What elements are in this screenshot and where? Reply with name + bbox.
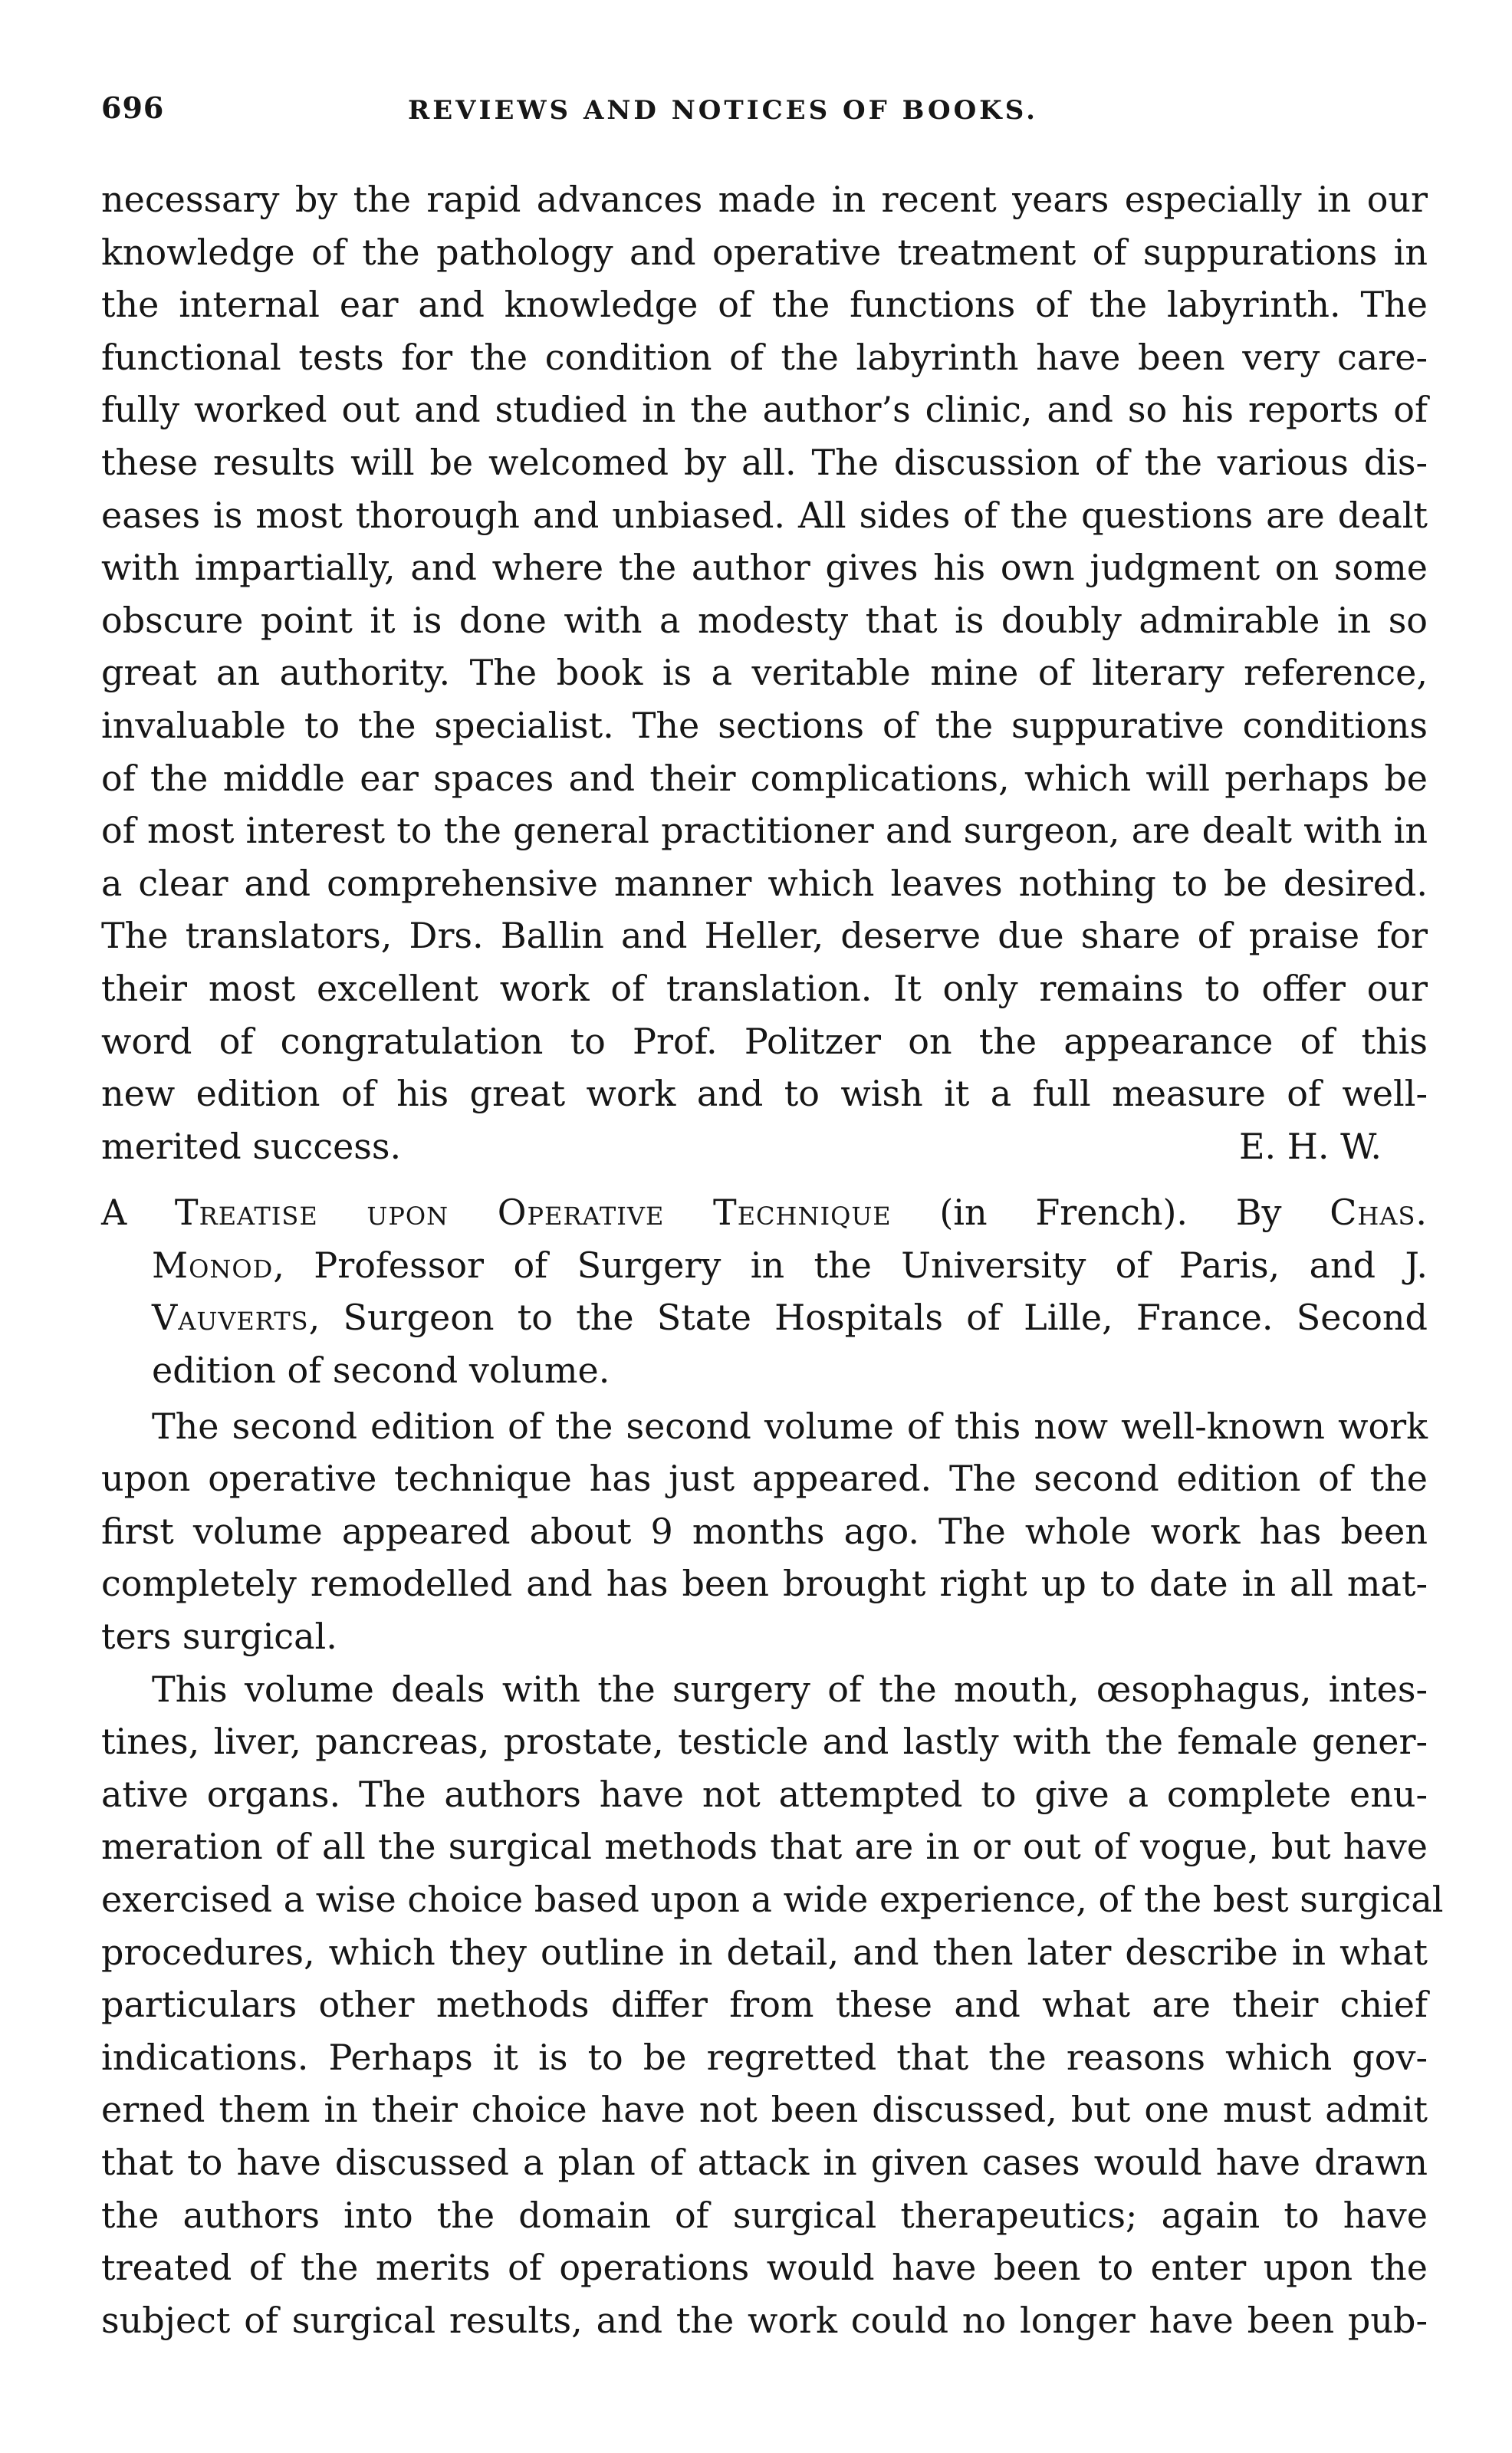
book-entry-line [101, 1291, 1428, 1344]
text-line: these results will be welcomed by all. The discussion of the various dis- [101, 441, 1428, 483]
text-line: new edition of his great work and to wish it a full measure of well- [101, 1073, 1428, 1115]
text-line: knowledge of the pathology and operative treatment of suppurations in [101, 231, 1428, 273]
text-line: necessary by the rapid advances made in recent years especially in our [101, 179, 1428, 220]
text-line: their most excellent work of translation. It only remains to offer our [101, 967, 1428, 1009]
text-line: treated of the merits of operations would have been to enter upon the [101, 2247, 1428, 2289]
text-line: invaluable to the specialist. The sections of the suppurative conditions [101, 704, 1428, 746]
text-line: obscure point it is done with a modesty that is doubly admirable in so [101, 599, 1428, 641]
text-line: meration of all the surgical methods that are in or out of vogue, but have [101, 1826, 1428, 1868]
text-line: eases is most thorough and unbiased. All sides of the questions are dealt [101, 494, 1428, 536]
text-line: of most interest to the general practitioner and surgeon, are dealt with in [101, 810, 1428, 852]
text-line: functional tests for the condition of the labyrinth have been very care- [101, 336, 1428, 378]
text-line: with impartially, and where the author gives his own judgment on some [101, 547, 1428, 589]
text-line: ters surgical. [101, 1616, 337, 1658]
book-entry-line: edition of second volume. [152, 1350, 610, 1392]
page-header [101, 90, 1428, 140]
text-line: great an authority. The book is a veritable mine of literary reference, [101, 652, 1428, 694]
text-line: erned them in their choice have not been discussed, but one must admit [101, 2089, 1428, 2131]
author-surname: Monod [152, 1244, 274, 1286]
text-line: the authors into the domain of surgical therapeutics; again to have [101, 2194, 1428, 2236]
text-line: tines, liver, pancreas, prostate, testicle and lastly with the female gener- [101, 1721, 1428, 1763]
page-number: 696 [101, 90, 165, 125]
text-line: the internal ear and knowledge of the functions of the labyrinth. The [101, 284, 1428, 326]
running-head: REVIEWS AND NOTICES OF BOOKS. [408, 95, 1038, 126]
title-prefix: A [101, 1192, 175, 1234]
reviewer-signature: E. H. W. [1238, 1125, 1382, 1167]
text-line: of the middle ear spaces and their complications, which will perhaps be [101, 757, 1428, 799]
text-line: a clear and comprehensive manner which leaves nothing to be desired. [101, 862, 1428, 904]
text-line: ative organs. The authors have not attempted to give a complete enu- [101, 1773, 1428, 1815]
review-paragraph [101, 1400, 1428, 1663]
text-line: subject of surgical results, and the work could no longer have been pub- [101, 2299, 1428, 2341]
text-line: The second edition of the second volume of this now well-known work [152, 1405, 1428, 1447]
text-line: merited success. [101, 1125, 402, 1167]
book-entry-line [101, 1186, 1428, 1239]
book-entry-heading [101, 1186, 1428, 1396]
text-line: that to have discussed a plan of attack in given cases would have drawn [101, 2141, 1428, 2183]
book-entry-line [101, 1239, 1428, 1292]
text-line: first volume appeared about 9 months ago. The whole work has been [101, 1510, 1428, 1552]
text-line: indications. Perhaps it is to be regretted that the reasons which gov- [101, 2036, 1428, 2078]
book-title: Treatise upon Operative Technique [174, 1192, 892, 1234]
text-line: word of congratulation to Prof. Politzer on the appearance of this [101, 1020, 1428, 1062]
book-page [101, 90, 1444, 2346]
review-continuation-paragraph [101, 173, 1428, 1172]
author-surname: Vauverts [152, 1297, 309, 1339]
text-line: particulars other methods differ from these and what are their chief [101, 1984, 1428, 2026]
author-affiliation: , Professor of Surgery in the University of Paris, and J. [273, 1244, 1428, 1286]
author-first-name: Chas. [1330, 1192, 1428, 1234]
review-paragraph [101, 1663, 1444, 2347]
signoff-line [101, 1120, 1428, 1173]
text-line: completely remodelled and has been brought right up to date in all mat- [101, 1563, 1428, 1605]
text-line: fully worked out and studied in the author’s clinic, and so his reports of [101, 389, 1428, 431]
text-line: The translators, Drs. Ballin and Heller, deserve due share of praise for [101, 915, 1428, 957]
author-affiliation: , Surgeon to the State Hospitals of Lille, France. Second [308, 1297, 1428, 1339]
text-line: procedures, which they outline in detail, and then later describe in what [101, 1931, 1428, 1973]
text-line: This volume deals with the surgery of the mouth, œsophagus, intes- [152, 1668, 1428, 1710]
text-line: exercised a wise choice based upon a wide experience, of the best surgical [101, 1879, 1444, 1920]
text-line: upon operative technique has just appeared. The second edition of the [101, 1458, 1428, 1500]
title-note: (in French). By [891, 1192, 1330, 1234]
